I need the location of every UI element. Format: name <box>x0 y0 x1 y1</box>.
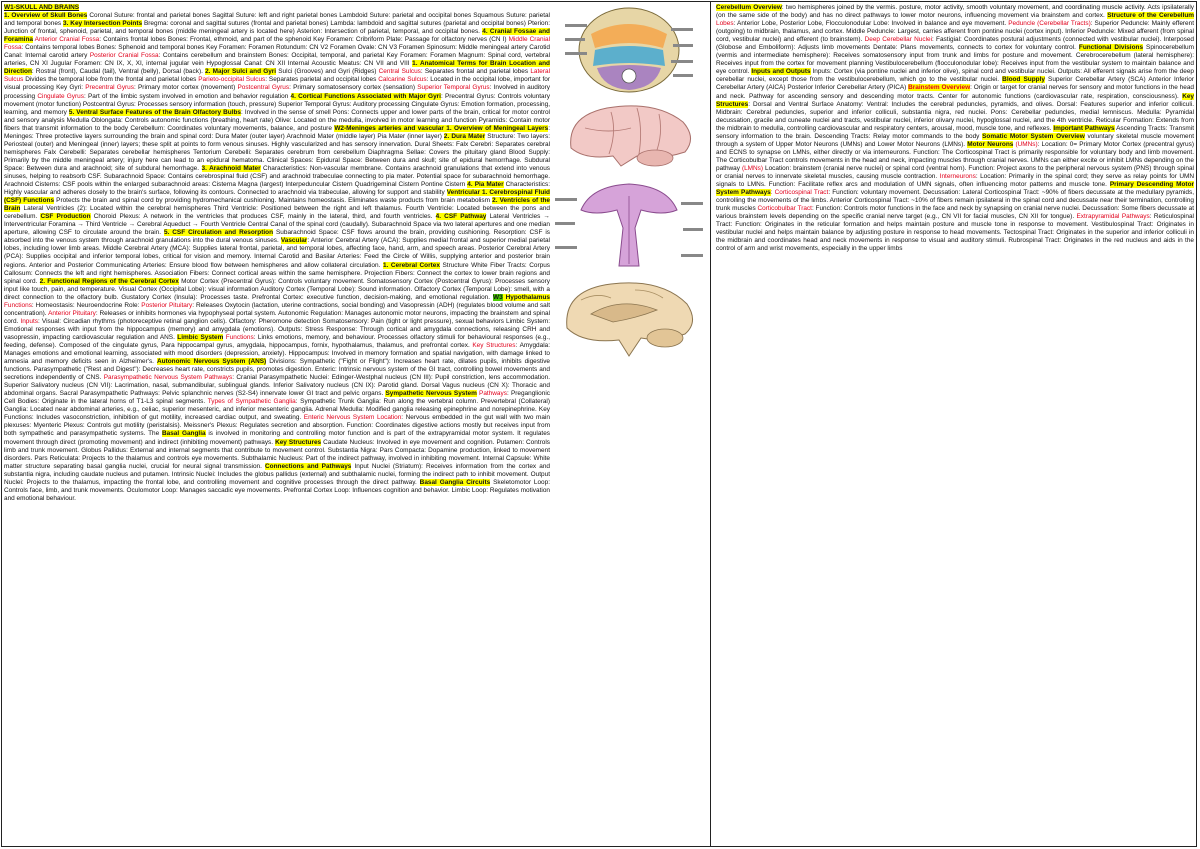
heading-motor-neurons: Motor Neurons <box>967 140 1014 148</box>
heading-cortical-functions: 4. Cortical Functions Associated with Major Gyri <box>290 92 441 100</box>
heading-ans: Autonomic Nervous System (ANS) <box>156 358 267 366</box>
skull-base-figure <box>551 4 707 94</box>
heading-dura-mater: 2. Dura Mater <box>443 132 486 140</box>
heading-key-structures-bg: Key Structures <box>275 438 322 446</box>
heading-csf-pathway: 4. CSF Pathway <box>435 213 487 221</box>
figure-column <box>551 4 707 364</box>
right-column-notes: Cerebellum Overview: two hemispheres joined by the vermis. posture, motor activity, smooth voluntary movement, and coordinating muscle activity. Acts ipsilaterally (on the same side of the body) and has no direct pathways to lower motor neurons, influencing movement via brainstem and cortex. Structure of the Cerebellum Lobes: Anterior Lobe, Posterior Lobe, Flocculonodular Lobe: Involved in balance and eye movement. Peduncle (Cerebellar Tracts): Superior Peduncle: Mainly efferent (outgoing) to midbrain, thalamus, and cortex. Middle Peduncle: Largest, carries afferent from pontine nuclei (cortex input). Inferior Peduncle: Mixed afferent (from spinal cord, vestibular nuclei) and efferent (to brainstem). Deep Cerebellar Nuclei: Fastigial: Coordinates postural adjustments (connected with vestibular nuclei). Interposed (Globose and Emboliform): Adjusts limb movements Dentate: Plans movements, connects to cortex for voluntary control. Functional Divisions Spinocerebellum (vermis and intermediate hemisphere): Receives somatosensory input from trunk and limbs for posture and movement. Cerebrocerebellum (lateral hemisphere): Receives input from the cortex for movement planning Vestibulocerebellum (flocculonodular lobe): Receives input from the vestibular system to maintain balance and eye control. Inputs and Outputs Inputs: Cortex (via pontine nuclei and inferior olive), spinal cord and vestibular nuclei. Outputs: All efferent signals arise from the deep cerebellar nuclei, except those from the vestibulocerebellum, which go to the vestibular nuclei. Blood Supply Superior Cerebellar Artery (SCA) Anterior Inferior Cerebellar Artery (AICA) Posterior Inferior Cerebellar Artery (PICA) Brainstem Overview: Origin or target for cranial nerves for sensory and motor functions in the head and neck. Pathway for ascending sensory and descending motor tracts. Center for autonomic functions (cardiovascular rate, respiration, consciousness). Key Structures: Dorsal and Ventral Surface Anatomy: Ventral: Includes the cerebral peduncles, pyramids, and olives. Dorsal: Features superior and inferior colliculi. Midbrain: Cerebral peduncles, superior and inferior colliculi, substantia nigra, red nuclei. Pons: Cerebellar peduncles, medial lemniscus. Medulla: Pyramidal decussation, gracile and cuneate nuclei and tracts, vestibular nuclei, inferior olivary nuclei, hypoglossal nuclei, and the 4th ventricle. Reticular Formation: Extends from the midbrain to medulla, controlling cardiovascular and respiratory centers, arousal, mood, muscle tone, and reflexes. Important Pathways Ascending Tracts: Transmit sensory information to the brain. Descending Tracts: Relay motor commands to the body Somatic Motor System Overview voluntary skeletal muscle movement through a system of Upper Motor Neurons (UMNs) and Lower Motor Neurons (LMNs). Motor Neurons (UMNs): Location: 0= Primary Motor Cortex (precentral gyrus) and ECNS to synapse on LMNs, either directly or via interneurons. Function: The Corticospinal Tract is primarily responsible for voluntary body and limb movement. The Corticobulbar Tract controls movements in the head and neck, impacting muscles through cranial nerves. UMNs can either excite or inhibit LMNs depending on the pathway (LMNs) Location: brainstem (cranial nerve nuclei) or spinal cord (ventral horn). Function: Project axons to the peripheral nervous system (PNS) through spinal or cranial nerves to innervate skeletal muscles, causing muscle contraction. Interneurons: Location: Primarily in the spinal cord; they serve as relay points for UMN signals to LMNs. Function: Facilitate reflex arcs and modulation of UMN signals, often influencing motor patterns and muscle tone. Primary Descending Motor System Pathways: Corticospinal Tract: Function: voluntary movement. Decussation: Lateral Corticospinal Tract: ~90% of fibers decussate at the medullary pyramids, controlling the movements of the limbs. Anterior Corticospinal Tract: ~10% of fibers remain ipsilateral in the spinal cord and decussate near their termination, controlling trunk muscles Corticobulbar Tract: Function: Controls motor functions in the face and neck by synapsing on cranial nerve nuclei. Decussation: Some fibers decussate at various brainstem levels depending on the specific cranial nerve target (e.g., CN VII for facial muscles, CN XII for tongue). Extrapyramidal Pathways: Reticulospinal Tract: Function: Originates in the reticular formation and helps maintain posture and muscle tone in response to movement. Vestibulospinal Tract: Originates in vestibular nuclei and helps maintain balance by adjusting posture in response to head movements. Tectospinal Tract: Originates in the superior and inferior colliculi in the midbrain and coordinates head and neck movements in response to visual and auditory stimuli. Rubrospinal Tract: Originates in the red nucleus and aids in the control of arm and wrist movements, especially in the upper limbs <box>716 4 1194 253</box>
column-divider <box>710 1 711 847</box>
left-column-notes: W1-SKULL AND BRAINS 1. Overview of Skull Bones Coronal Suture: frontal and parietal bones Sagittal Suture: left and right parietal bones Lambdoid Suture: parietal and occipital bones Squamous Suture: parietal and temporal bones 3. Key Intersection Points Bregma: coronal and sagittal sutures (frontal and parietal bones) Lambda: lambdoid and sagittal sutures (parietal and occipital bones) Pterion: Junction of frontal, sphenoid, parietal, and temporal bones (middle meningeal artery is located here) Asterion: Intersection of parietal, temporal, and occipital bones. 4. Cranial Fossae and Foramina Anterior Cranial Fossa: Contains frontal lobes Bones: Frontal, ethmoid, and part of the sphenoid Key Foramen: Cribriform Plate: Passage for olfactory nerves (CN I) Middle Cranial Fossa: Contains temporal lobes Bones: Sphenoid and temporal bones Key Foramen: Foramen Rotundum: CN V2 Foramen Ovale: CN V3 Foramen Spinosum: Middle meningeal artery Carotid Canal: Internal carotid artery Posterior Cranial Fossa: Contains cerebellum and brainstem Bones: Occipital, temporal, and parietal Key Foramen: Foramen Magnum: Spinal cord, vertebral arteries, CN XI Jugular Foramen: CN IX, X, XI, internal jugular vein Hypoglossal Canal: CN XII Internal Acoustic Meatus: CN VII and VIII 1. Anatomical Terms for Brain Location and Direction: Rostral (front), Caudal (tail), Ventral (belly), Dorsal (back). 2. Major Sulci and Gyri Sulci (Grooves) and Gyri (Ridges) Central Sulcus: Separates frontal and parietal lobes Lateral Sulcus Divides the temporal lobe from the frontal and parietal lobes Parieto-occipital Sulcus: Separates parietal and occipital lobes Calcarine Sulcus: Located in the occipital lobe, important for visual processing Key Gyri: Precentral Gyrus: Primary motor cortex (movement) Postcentral Gyrus: Primary somatosensory cortex (sensation) Superior Temporal Gyrus: Involved in auditory processing Cingulate Gyrus: Part of the limbic system involved in emotion and behavior regulation 4. Cortical Functions Associated with Major Gyri: Precentral Gyrus: Controls voluntary movement (motor function) Postcentral Gyrus: Processes sensory information (touch, pressure) Superior Temporal Gyrus: Auditory processing Cingulate Gyrus: Emotion formation, processing, learning, and memory 5. Ventral Surface Features of the Brain Olfactory Bulbs: Involved in the sense of smell Pons: Connects upper and lower parts of the brain, critical for motor control and sensory analysis Medulla Oblongata: Controls autonomic functions (breathing, heart rate) Olive: Located on the medulla, involved in motor learning and function Pyramids: Contain motor fibers that transmit information to the body Cerebellum: Coordinates voluntary movements, balance, and posture W2-Meninges arteries and vascular 1. Overview of Meningeal Layers: Meninges: Three protective layers surrounding the brain and spinal cord: Dura Mater (outer layer) Arachnoid Mater (middle layer) Pia Mater (inner layer) 2. Dura Mater Structure: Two layers: Periosteal (outer) and Meningeal (inner) layers; these split at points to form venous sinuses. Highly vascularized and has sensory innervation. Dural Sheets: Falx Cerebri: Separates cerebral hemispheres Falx Cerebelli: Separates cerebellar hemispheres Tentorium Cerebelli: Separates cerebrum from cerebellum Diaphragma Sellae: Covers the pituitary gland Blood Supply: Primarily by the middle meningeal artery; injury here can lead to an epidural hematoma. Clinical Spaces: Epidural Space: Between dura and skull; site of epidural hemorrhage. Subdural Space: Between dura and arachnoid; site of subdural hemorrhage. 3. Arachnoid Mater Characteristics: Non-vascular membrane. Contains arachnoid granulations that extend into venous sinuses, helping to reabsorb CSF. Subarachnoid Space: Contains cerebrospinal fluid (CSF) and arachnoid trabeculae connecting to pia mater. Potential space for subarachnoid hemorrhage. Arachnoid Cisterns: CSF pools within the enlarged subarachnoid areas: Cisterna Magna (largest) Interpeduncular Cistern Quadrigeminal Cistern Pontine Cistern 4. Pia Mater Characteristics: Highly vascular and adheres closely to the brain's surface, following its contours. Connected to arachnoid via trabeculae, allowing for support and stability Ventricular 1. Cerebrospinal Fluid (CSF) Functions Protects the brain and spinal cord by providing hydromechanical cushioning. Maintains homeostasis. Eliminates waste products from brain metabolism 2. Ventricles of the Brain Lateral Ventricles (2): Located within the cerebral hemispheres Third Ventricle: Positioned between the right and left thalamus. Fourth Ventricle: Located between the pons and cerebellum. CSF Production Choroid Plexus: A network in the ventricles that produces CSF, mainly in the lateral, third, and fourth ventricles. 4. CSF Pathway Lateral Ventricles → Interventricular Foramina → Third Ventricle → Cerebral Aqueduct → Fourth Ventricle Central Canal of the spinal cord (caudally). Subarachnoid Space via two lateral apertures and one median aperture, allowing CSF to circulate around the brain. 5. CSF Circulation and Resorption Subarachnoid Space: CSF flows around the brain, providing cushioning. Resorption: CSF is absorbed into the venous system through arachnoid granulations into the dural venous sinuses. Vascular: Anterior Cerebral Artery (ACA): Supplies medial frontal and superior medial parietal lobes, including lower limb areas. Middle Cerebral Artery (MCA): Supplies lateral frontal, parietal, and temporal lobes, affecting face, hand, arm, and speech areas. Posterior Cerebral Artery (PCA): Supplies occipital and inferior temporal lobes, critical for vision and memory. Internal Carotid and Basilar Arteries: Feed the Circle of Willis, supplying anterior and posterior brain regions. Anterior and Posterior Communicating Arteries: Ensure blood flow between hemispheres and allow collateral circulation. 1. Cerebral Cortex Structure White Fiber Tracts: Corpus Callosum: Connects the left and right hemispheres. Association Fibers: Connect cortical areas within the same hemisphere. Projection Fibers: Connect the cortex to lower brain regions and spinal cord. 2. Functional Regions of the Cerebral Cortex Motor Cortex (Precentral Gyrus): Controls voluntary movement. Somatosensory Cortex (Postcentral Gyrus): Processes sensory input like touch, pain, and temperature. Visual Cortex (Occipital Lobe): visual information Auditory Cortex (Temporal Lobe): Sound information. Olfactory Cortex (Temporal Lobe): smell, with a direct connection to the olfactory bulb. Gustatory Cortex (Insula): Processes taste. Prefrontal Cortex: executive function, decision-making, and emotional regulation. W3 Hypothalamus Functions: Homeostasis: Neuroendocrine Role: Posterior Pituitary: Releases Oxytocin (lactation, uterine contractions, social bonding) and Vasopressin (ADH) (regulates blood volume and salt concentration). Anterior Pituitary: Releases or inhibits hormones via hypophyseal portal system. Autonomic Regulation: Manages autonomic motor neurons, impacting the brainstem and spinal cord. Inputs: Visual: Circadian rhythms (photoreceptive retinal ganglion cells). Olfactory: Pheromone detection Somatosensory: Pain (tight or light pressure), sexual behaviors Limbic System: Emotional responses with input from the hippocampus (memory) and amygdala (emotions). Outputs: Stress Response: Through cortical and amygdala connections, releasing CRH and vasopressin, impacting cardiovascular regulation and ANS. Limbic System Functions: Links emotions, memory, and behaviour. Processes olfactory stimuli for behavioural responses (e.g., feeding, defense). Composed of the cingulate gyrus, Para hippocampal gyrus, amygdala, hippocampus, fornix, hypothalamus, thalamus, and prefrontal cortex. Key Structures: Amygdala: Manages emotions and emotional learning, associated with mood disorders (depression, anxiety). Hippocampus: Involved in memory formation and spatial navigation, with damage linked to amnesia and memory deficits seen in Alzheimer's. Autonomic Nervous System (ANS) Divisions: Sympathetic ("Fight or Flight"): Increases heart rate, dilates pupils, inhibits digestive functions. Parasympathetic ("Rest and Digest"): Decreases heart rate, constricts pupils, promotes digestion. Enteric: Intrinsic nervous system of the GI tract, controlling bowel movements and secretions independently of CNS. Parasympathetic Nervous System Pathways: Cranial Parasympathetic Nuclei: Edinger-Westphal nucleus (CN III): Pupil constriction, lens accommodation. Superior Salivatory nucleus (CN VII): Lacrimation, nasal, submandibular, sublingual glands. Inferior Salivatory nucleus (CN IX): Parotid gland. Dorsal Vagus nucleus (CN X): Thoracic and abdominal organs. Sacral Parasympathetic Pathways: Pelvic splanchnic nerves (S2-S4) innervate lower GI tract and pelvic organs. Sympathetic Nervous System Pathways: Preganglionic Cell Bodies: Originate in the lateral horns of T1-L3 spinal segments. Types of Sympathetic Ganglia: Sympathetic Trunk Ganglia: Run along the vertebral column. Prevertebral (Collateral) Ganglia: Located near abdominal arteries, e.g., celiac, superior mesenteric, and inferior mesenteric ganglia. Adrenal Medulla: Modified ganglia releasing epinephrine and norepinephrine. Key Functions: Includes vasoconstriction, inhibition of gut motility, increased cardiac output, and sweating. Enteric Nervous System Location: Nervous embedded in the gut wall with two main plexuses: Myenteric Plexus: Controls gut motility (peristalsis). Meissner's Plexus: Regulates secretion and absorption. Function: Coordinates digestive actions mostly but receives input from both sympathetic and parasympathetic systems. The Basal Ganglia is involved in monitoring and controlling motor function and is part of the extrapyramidal motor system. It regulates movement through direct (promoting movement) and indirect (inhibiting movement) pathways. Key Structures Caudate Nucleus: Involved in eye movement and cognition. Putamen: Controls limb and trunk movement. Globus Pallidus: External and internal segments that contribute to movement control. Substantia Nigra: Pars Compacta: Dopamine production, linked to movement disorders. Pars Reticulata: Projects to the thalamus and controls eye movements. Subthalamic Nucleus: Part of the indirect pathway, involved in inhibiting movement. Internal Capsule: White matter structure separating basal ganglia nuclei, crucial for neural signal transmission. Connections and Pathways Input Nuclei (Striatum): Receives information from the cortex and substantia nigra, including caudate nucleus and putamen. Intrinsic Nuclei: Includes the globus pallidus (external) and subthalamic nuclei, forming the indirect path to inhibit movement. Output Nuclei: Projects to the thalamus, impacting the frontal lobe, and controlling movement and cognitive processes through the direct pathway. Basal Ganglia Circuits Skeletomotor Loop: Controls face, limb, and trunk movements. Oculomotor Loop: Manages saccadic eye movements. Prefrontal Cortex Loop: Influences cognition and behavior. Limbic Loop: Regulates motivation and emotional behaviour. <box>4 4 550 502</box>
brain-lateral-figure <box>551 98 707 172</box>
heading-descending-motor: Primary Descending Motor System Pathways <box>716 181 1194 197</box>
heading-intersection-points: 3. Key Intersection Points <box>63 20 143 28</box>
heading-cranial-fossae: 4. Cranial Fossae and Foramina <box>4 28 550 44</box>
heading-csf-production: CSF Production <box>40 213 91 221</box>
heading-meningeal-layers: 1. Overview of Meningeal Layers <box>443 124 549 132</box>
heading-pia-mater: 4. Pia Mater <box>467 181 504 189</box>
heading-basal-ganglia: Basal Ganglia <box>161 430 206 438</box>
heading-brainstem-overview: Brainstem Overview <box>908 84 971 92</box>
heading-functional-divisions: Functional Divisions <box>1078 44 1144 52</box>
document-title: W1-SKULL AND BRAINS <box>4 4 80 11</box>
heading-cerebellum-overview: Cerebellum Overview <box>716 4 782 11</box>
heading-cerebellum-structure: Structure of the Cerebellum <box>1107 12 1194 20</box>
heading-inputs-outputs: Inputs and Outputs <box>751 68 811 76</box>
heading-hypothalamus: Hypothalamus <box>502 293 550 301</box>
heading-functional-regions: 2. Functional Regions of the Cerebral Cortex <box>39 277 179 285</box>
heading-somatic-motor: Somatic Motor System Overview <box>982 132 1085 140</box>
heading-ventricular: Ventricular <box>446 189 480 197</box>
heading-skull-bones: 1. Overview of Skull Bones <box>4 12 88 20</box>
heading-week-3: W3 <box>493 293 503 301</box>
heading-anatomical-terms: 1. Anatomical Terms for Brain Location and Direction <box>4 60 550 76</box>
heading-sulci-gyri: 2. Major Sulci and Gyri <box>205 68 277 76</box>
heading-important-pathways: Important Pathways <box>1053 124 1115 132</box>
heading-ventricles: 2. Ventricles of the Brain <box>4 197 550 213</box>
heading-csf-circulation: 5. CSF Circulation and Resorption <box>163 229 274 237</box>
brain-sagittal-figure <box>551 276 707 362</box>
heading-bg-circuits: Basal Ganglia Circuits <box>419 478 491 486</box>
heading-week-2: W2-Meninges arteries and vascular <box>334 124 444 132</box>
heading-csf-functions: 1. Cerebrospinal Fluid (CSF) Functions <box>4 189 550 205</box>
heading-cerebral-cortex: 1. Cerebral Cortex <box>382 261 440 269</box>
heading-limbic-system: Limbic System <box>177 333 224 341</box>
ventricles-figure <box>551 176 707 272</box>
heading-arachnoid-mater: 3. Arachnoid Mater <box>201 164 261 172</box>
heading-sympathetic: Sympathetic Nervous System <box>385 390 477 398</box>
heading-key-structures-bs: Key Structures <box>716 92 1194 108</box>
heading-vascular: Vascular <box>280 237 308 245</box>
heading-ventral-surface: 5. Ventral Surface Features of the Brain Olfactory Bulbs <box>68 108 241 116</box>
heading-connections-pathways: Connections and Pathways <box>265 462 352 470</box>
heading-blood-supply: Blood Supply <box>1002 76 1045 84</box>
